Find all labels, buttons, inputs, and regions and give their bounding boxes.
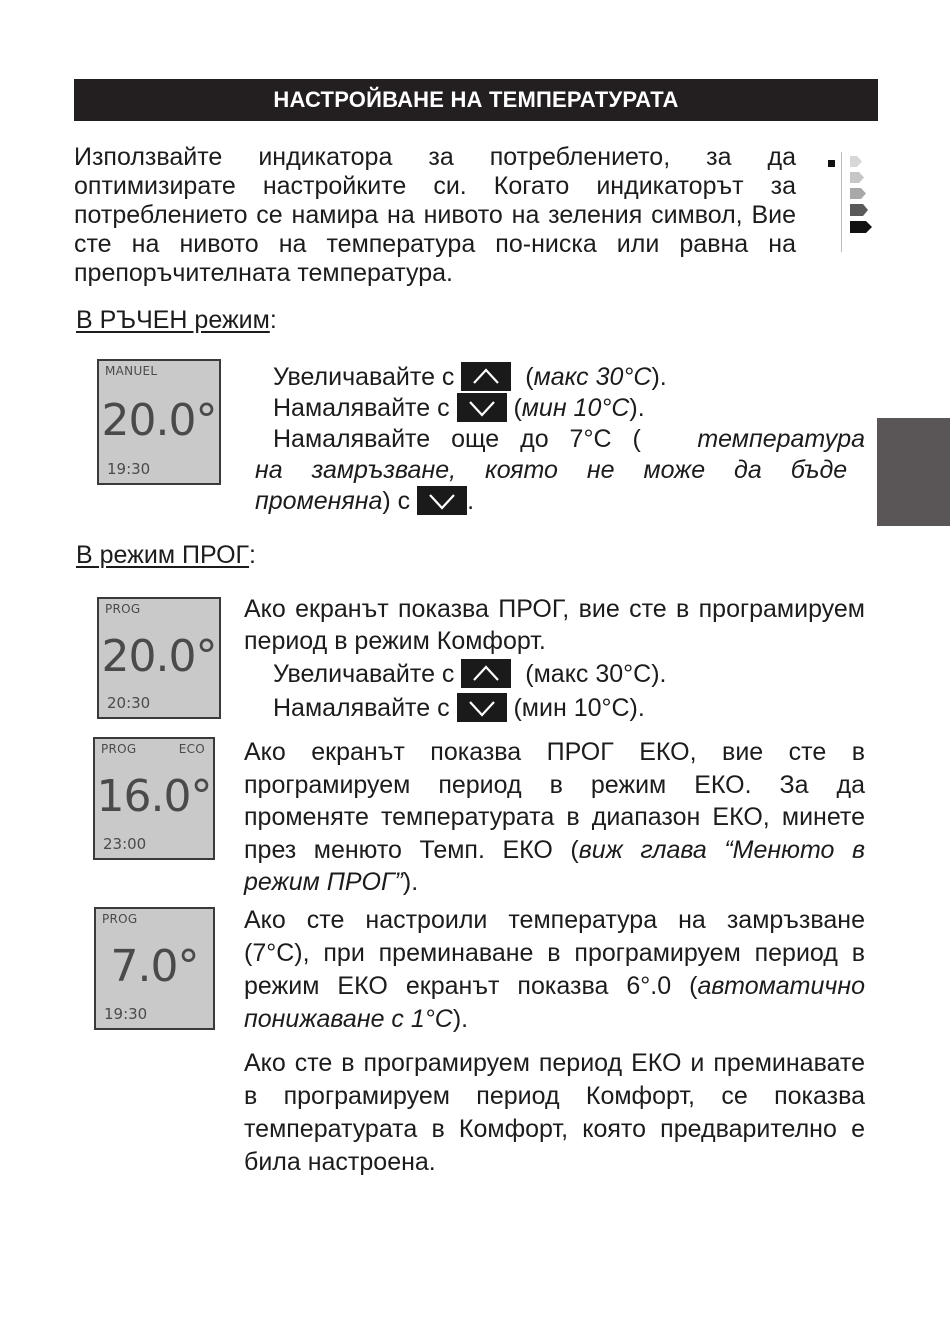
lcd-mode-label: PROG — [101, 742, 137, 756]
manual-decrease-line: Намалявайте с (мин 10°C). — [273, 394, 645, 422]
lcd-temperature: 20.0° — [101, 631, 217, 682]
indicator-level-1-icon — [850, 156, 862, 167]
manual-freeze-line-3: променяна) с . — [255, 487, 475, 515]
up-arrow-button-icon[interactable] — [461, 362, 511, 391]
indicator-level-5-icon — [850, 221, 872, 233]
prog-freeze-note: автоматично понижаване с 1°C — [244, 972, 865, 1033]
consumption-indicator-icon — [826, 150, 876, 255]
prog-mode-heading — [76, 541, 256, 570]
lcd-mode-label: MANUEL — [105, 364, 158, 378]
increase-label: Увеличавайте с — [273, 660, 455, 688]
prog-heading-text: В режим ПРОГ — [76, 541, 250, 569]
lcd-time: 19:30 — [104, 1005, 148, 1023]
lcd-temperature: 7.0° — [110, 941, 199, 992]
increase-max: (макс 30°C). — [525, 660, 667, 688]
decrease-min: (мин 10°C). — [513, 694, 645, 722]
indicator-level-3-icon — [850, 188, 866, 199]
prog-decrease-line — [244, 692, 865, 724]
manual-heading-text: В РЪЧЕН режим — [76, 306, 270, 334]
increase-label: Увеличавайте с — [273, 363, 455, 391]
decrease-label: Намалявайте с — [273, 394, 450, 422]
chapter-tab — [877, 418, 950, 526]
prog-block2 — [244, 736, 865, 899]
lcd-eco-label: ECO — [178, 742, 205, 756]
lcd-time: 20:30 — [107, 694, 151, 712]
manual-lcd-screen — [97, 359, 221, 485]
section-title: НАСТРОЙВАНЕ НА ТЕМПЕРАТУРАТА — [273, 87, 679, 112]
manual-freeze-line-2 — [255, 455, 865, 486]
freeze-text-line3b: ) с — [382, 487, 411, 515]
prog-freeze-lcd-screen — [94, 907, 215, 1030]
decrease-label: Намалявайте с — [273, 694, 450, 722]
prog-eco-reference: виж глава “Менюто в режим ПРОГ” — [244, 835, 865, 896]
prog-block1 — [244, 593, 865, 724]
manual-increase-line: Увеличавайте с (макс 30°C). — [273, 363, 667, 391]
manual-heading-colon: : — [269, 306, 277, 334]
manual-instructions — [255, 362, 865, 517]
indicator-line — [841, 152, 842, 252]
up-arrow-button-icon[interactable] — [461, 659, 511, 688]
down-arrow-button-icon[interactable] — [457, 393, 507, 422]
manual-freeze-line-1 — [255, 424, 865, 455]
down-arrow-button-icon[interactable] — [457, 693, 507, 722]
lcd-mode-label: PROG — [102, 912, 138, 926]
freeze-text-line3: променяна — [255, 487, 383, 515]
freeze-text-line2: на замръзване, която не може да бъде — [255, 456, 848, 484]
increase-max: макс 30°C — [533, 363, 652, 391]
prog-freeze-text-end: ). — [452, 1005, 469, 1033]
prog-block3 — [244, 904, 865, 1036]
prog-heading-colon: : — [249, 541, 256, 569]
lcd-temperature: 20.0° — [101, 395, 217, 446]
decrease-min: мин 10°C — [521, 394, 630, 422]
lcd-time: 23:00 — [103, 835, 147, 853]
indicator-level-4-icon — [850, 204, 868, 216]
indicator-marker-icon — [828, 160, 835, 167]
down-arrow-button-icon[interactable] — [417, 486, 467, 515]
freeze-text-a: Намалявайте още до 7°C ( — [273, 425, 641, 453]
prog-comfort-lcd-screen — [97, 597, 221, 719]
lcd-temperature: 16.0° — [96, 771, 212, 822]
prog-eco-text: Ако екранът показва ПРОГ ЕКО, вие сте в програмируем период в режим ЕКО. За да променяте температурата в диапазон ЕКО, минете през менюто Темп. ЕКО ( — [244, 738, 865, 864]
intro-paragraph: Използвайте индикатора за потреблението, за да оптимизирате настройките си. Когато индикаторът за потреблението се намира на нивото на зеления символ, Вие сте на нивото на температура по-ниска или равна на препоръчителната температура. — [74, 143, 796, 287]
prog-freeze-text: Ако сте настроили температура на замръзване (7°C), при преминаване в програмируем период в режим ЕКО екранът показва 6°.0 ( — [244, 906, 865, 1000]
prog-comfort-text: Ако екранът показва ПРОГ, вие сте в програмируем период в режим Комфорт. — [244, 595, 865, 655]
section-header — [74, 79, 878, 121]
prog-eco-lcd-screen — [93, 737, 215, 860]
lcd-time: 19:30 — [107, 460, 151, 478]
manual-mode-heading — [76, 306, 277, 335]
lcd-mode-label: PROG — [105, 602, 141, 616]
freeze-text-b: температура — [697, 425, 865, 453]
prog-block4: Ако сте в програмируем период ЕКО и преминавате в програмируем период Комфорт, се показва температурата в Комфорт, която предварително е била настроена. — [244, 1049, 865, 1176]
prog-eco-text-end: ). — [402, 868, 419, 896]
indicator-level-2-icon — [850, 172, 864, 183]
prog-increase-line — [244, 658, 865, 690]
